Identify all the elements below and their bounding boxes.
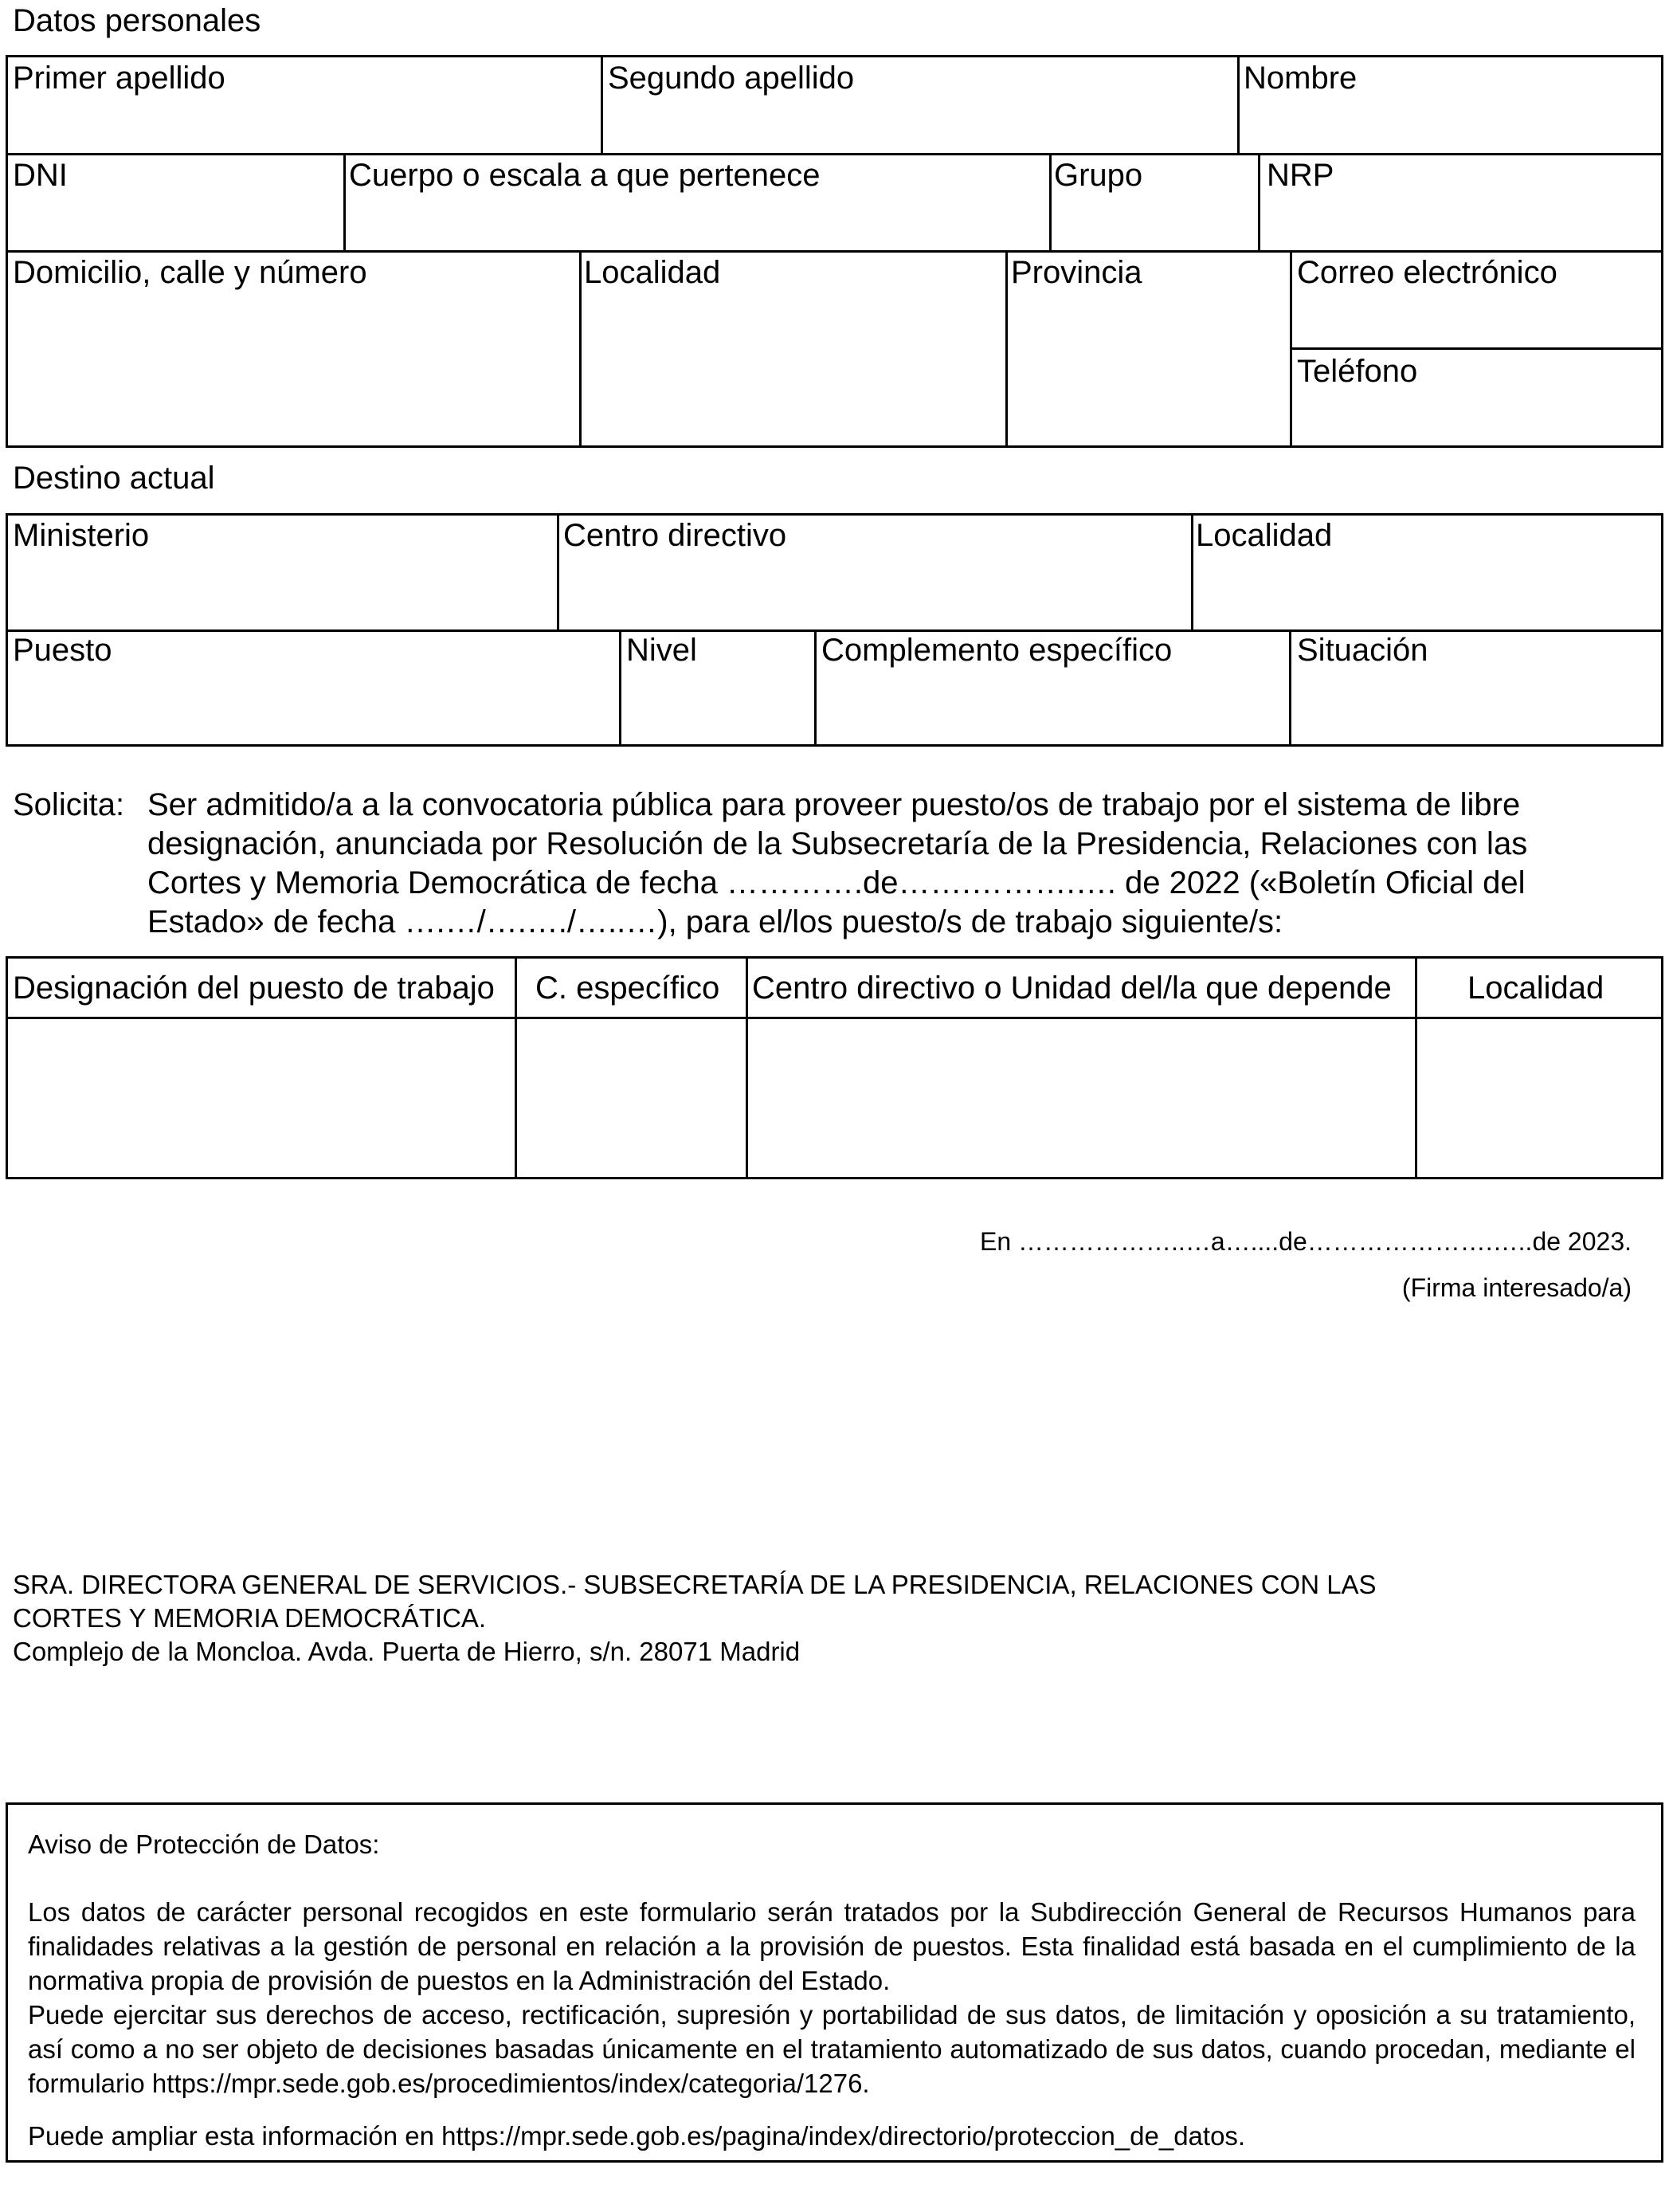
field-situacion[interactable]: Situación bbox=[1297, 633, 1428, 668]
addressee-line: Complejo de la Moncloa. Avda. Puerta de Hierro, s/n. 28071 Madrid bbox=[13, 1637, 801, 1666]
solicita-line: designación, anunciada por Resolución de la Subsecretaría de la Presidencia, Relaciones con las bbox=[147, 826, 1528, 861]
field-centro-directivo[interactable]: Centro directivo bbox=[563, 518, 787, 553]
firma-label: (Firma interesado/a) bbox=[1401, 1273, 1632, 1302]
privacy-paragraph: Los datos de carácter personal recogidos en este formulario serán tratados por la Subdirección General de Recursos Humanos para finalidades relativas a la gestión de personal en relación a la provisión de puestos. Esta finalidad está basada en el cumplimiento de la normativa propia de provisión de puestos en la Administración del Estado. bbox=[28, 1897, 1636, 1995]
place-date-line: En ………………..…a…....de………………….…..de 2023. bbox=[980, 1227, 1632, 1256]
field-complemento[interactable]: Complemento específico bbox=[821, 633, 1173, 668]
header-c-especifico: C. específico bbox=[535, 971, 720, 1006]
solicita-text bbox=[147, 786, 1629, 942]
privacy-paragraph: Puede ampliar esta información en https://mpr.sede.gob.es/pagina/index/directorio/proteccion_de_datos. bbox=[28, 2121, 1246, 2151]
input-localidad[interactable] bbox=[1417, 1019, 1661, 1177]
field-grupo[interactable]: Grupo bbox=[1054, 158, 1143, 193]
field-nrp[interactable]: NRP bbox=[1267, 158, 1334, 193]
solicita-line: Ser admitido/a a la convocatoria pública para proveer puesto/os de trabajo por el sistema de libre bbox=[147, 787, 1521, 822]
field-ministerio[interactable]: Ministerio bbox=[13, 518, 150, 553]
addressee bbox=[13, 1568, 1377, 1669]
field-cuerpo[interactable]: Cuerpo o escala a que pertenece bbox=[349, 158, 821, 193]
header-localidad: Localidad bbox=[1467, 971, 1604, 1006]
privacy-notice bbox=[6, 1802, 1663, 2163]
privacy-paragraph: Puede ejercitar sus derechos de acceso, rectificación, supresión y portabilidad de sus datos, de limitación y oposición a su tratamiento, así como a no ser objeto de decisiones basadas únicamente en el tratamiento automatizado de sus datos, cuando procedan, mediante el formulario https://mpr.sede.gob.es/procedimientos/index/categoria/1276. bbox=[28, 2000, 1636, 2098]
input-designacion[interactable] bbox=[8, 1019, 515, 1177]
header-centro-directivo: Centro directivo o Unidad del/la que depende bbox=[752, 971, 1392, 1006]
solicita-line: Estado» de fecha ….…/….…./…..…), para el/los puesto/s de trabajo siguiente/s: bbox=[147, 904, 1283, 939]
input-centro-directivo[interactable] bbox=[748, 1019, 1415, 1177]
field-provincia[interactable]: Provincia bbox=[1011, 255, 1142, 290]
field-domicilio[interactable]: Domicilio, calle y número bbox=[13, 255, 367, 290]
field-dni[interactable]: DNI bbox=[13, 158, 68, 193]
solicita-line: Cortes y Memoria Democrática de fecha ………….de…….……….…. de 2022 («Boletín Oficial del bbox=[147, 865, 1526, 900]
field-nombre[interactable]: Nombre bbox=[1244, 61, 1358, 96]
field-puesto[interactable]: Puesto bbox=[13, 633, 112, 668]
field-telefono[interactable]: Teléfono bbox=[1297, 354, 1418, 389]
field-segundo-apellido[interactable]: Segundo apellido bbox=[608, 61, 855, 96]
solicita-label: Solicita: bbox=[13, 787, 125, 822]
section-title-personal: Datos personales bbox=[13, 3, 261, 38]
addressee-line: CORTES Y MEMORIA DEMOCRÁTICA. bbox=[13, 1603, 487, 1633]
privacy-title: Aviso de Protección de Datos: bbox=[28, 1830, 380, 1859]
input-c-especifico[interactable] bbox=[517, 1019, 746, 1177]
field-correo[interactable]: Correo electrónico bbox=[1297, 255, 1557, 290]
field-destino-localidad[interactable]: Localidad bbox=[1196, 518, 1333, 553]
section-title-destino: Destino actual bbox=[13, 461, 215, 496]
field-nivel[interactable]: Nivel bbox=[626, 633, 697, 668]
header-designacion: Designación del puesto de trabajo bbox=[13, 971, 495, 1006]
field-primer-apellido[interactable]: Primer apellido bbox=[13, 61, 225, 96]
addressee-line: SRA. DIRECTORA GENERAL DE SERVICIOS.- SUBSECRETARÍA DE LA PRESIDENCIA, RELACIONES CON LAS bbox=[13, 1570, 1377, 1599]
field-localidad[interactable]: Localidad bbox=[584, 255, 721, 290]
